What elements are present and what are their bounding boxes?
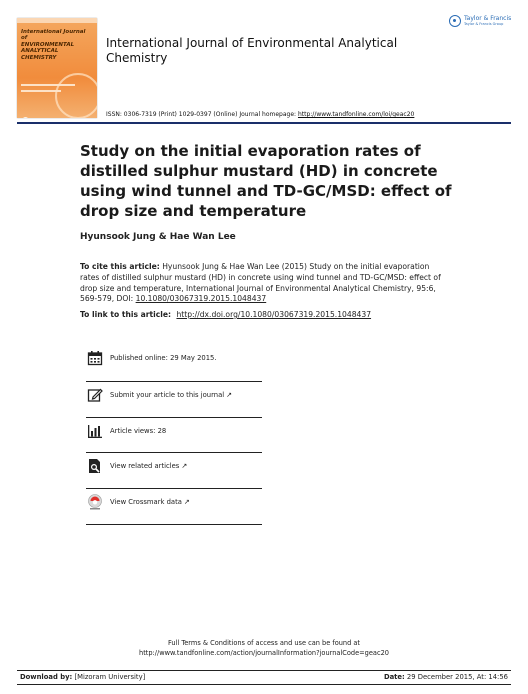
published-online-text: Published online: 29 May 2015. <box>110 354 217 362</box>
terms-notice <box>0 639 528 658</box>
related-articles-link[interactable] <box>110 462 187 470</box>
cover-title-line: ANALYTICAL <box>21 48 59 55</box>
external-link-icon: ↗ <box>226 391 233 399</box>
external-link-icon: ↗ <box>181 462 188 470</box>
article-title: Study on the initial evaporation rates of distilled sulphur mustard (HD) in concrete using wind tunnel and TD-GC/MSD: effect of drop size and temperature <box>80 142 452 220</box>
article-link-line <box>80 310 371 319</box>
article-authors: Hyunsook Jung & Hae Wan Lee <box>80 232 236 242</box>
publisher-subname: Taylor & Francis Group <box>464 22 504 26</box>
date-value: 29 December 2015, At: 14:56 <box>406 673 508 681</box>
terms-line: Full Terms & Conditions of access and use can be found at <box>167 639 361 647</box>
search-document-icon <box>87 458 103 474</box>
citation-text: Hyunsook Jung & Hae Wan Lee (2015) Study on the initial evaporation rates of distilled sulphur mustard (HD) in concrete using wind tunnel and TD-GC/MSD: effect of drop size and temperature, International Journal of Environmental Analytical Chemistry, 95:6, 569-579, DOI: <box>80 262 441 304</box>
published-online-item <box>86 345 262 375</box>
submit-article-text: Submit your article to this journal <box>110 391 225 399</box>
citation-doi-link[interactable]: 10.1080/03067319.2015.1048437 <box>135 294 267 304</box>
crossmark-item[interactable] <box>86 489 262 519</box>
cover-badge <box>22 117 29 118</box>
download-date <box>384 673 508 681</box>
citation-label: To cite this article: <box>80 262 160 271</box>
item-divider <box>86 524 262 525</box>
cover-title-line: CHEMISTRY <box>21 54 57 61</box>
journal-title[interactable]: International Journal of Environmental Analytical Chemistry <box>106 36 398 65</box>
crossmark-link[interactable] <box>110 498 190 506</box>
crossmark-icon <box>87 494 103 510</box>
publisher-logo[interactable] <box>449 13 513 35</box>
submit-article-item[interactable] <box>86 382 262 412</box>
download-by <box>20 673 145 681</box>
download-footer <box>17 670 511 685</box>
cover-title <box>21 29 93 61</box>
publisher-name: Taylor & Francis <box>464 15 512 22</box>
related-articles-text: View related articles <box>110 462 180 470</box>
submit-article-link[interactable] <box>110 391 232 399</box>
calendar-icon <box>87 350 103 366</box>
cover-title-line: International Journal of <box>21 29 86 42</box>
article-views-item <box>86 418 262 448</box>
cover-top-band <box>17 18 97 23</box>
pencil-icon <box>87 387 103 403</box>
terms-link[interactable]: http://www.tandfonline.com/action/journalInformation?journalCode=geac20 <box>139 648 389 657</box>
publisher-logo-icon <box>449 15 461 27</box>
external-link-icon: ↗ <box>183 498 190 506</box>
citation-block <box>80 262 450 305</box>
article-doi-link[interactable]: http://dx.doi.org/10.1080/03067319.2015.1048437 <box>176 310 372 319</box>
cover-swirl <box>55 73 97 118</box>
download-label: Download by: <box>20 673 73 681</box>
cover-title-line: ENVIRONMENTAL <box>21 41 75 48</box>
journal-homepage-link[interactable]: http://www.tandfonline.com/loi/geac20 <box>297 111 415 118</box>
date-label: Date: <box>383 673 405 681</box>
issn-line <box>106 111 414 118</box>
article-link-label: To link to this article: <box>80 310 172 319</box>
related-articles-item[interactable] <box>86 453 262 483</box>
header-divider <box>17 122 511 124</box>
crossmark-text: View Crossmark data <box>110 498 182 506</box>
issn-text: ISSN: 0306-7319 (Print) 1029-0397 (Online) Journal homepage: <box>106 111 297 118</box>
download-value: [Mizoram University] <box>74 673 146 681</box>
journal-cover-image <box>17 18 97 118</box>
article-views-text: Article views: 28 <box>110 427 167 435</box>
bar-chart-icon <box>87 423 103 439</box>
